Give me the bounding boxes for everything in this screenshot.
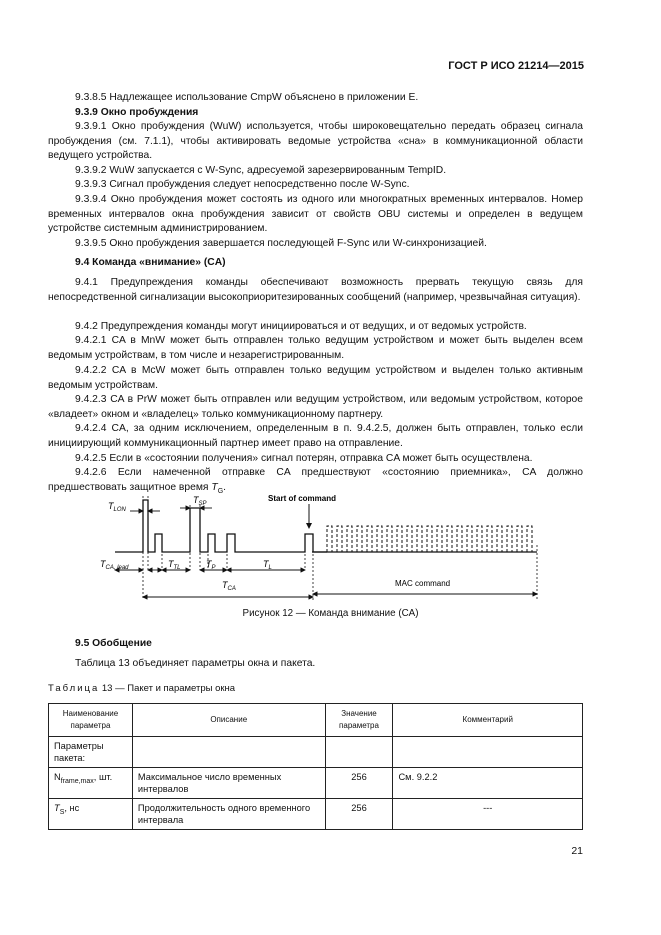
paragraph-9-3-9-4: 9.3.9.4 Окно пробуждения может состоять из одного или многократных временных интервалов. Номер временных интервалов окна пробуждения зависит от свойств OBU системы и определен в ведущем устройстве системным администрированием. [48,194,583,235]
page-number: 21 [571,845,583,857]
cell-name-subscript: S [59,808,65,816]
table-row [49,768,583,799]
paragraph-9-3-9-3: 9.3.9.3 Сигнал пробуждения следует непосредственно после W-Sync. [75,179,410,190]
table-caption-text: 13 — Пакет и параметры окна [101,683,236,694]
header-description: Описание [132,704,325,737]
header-comment: Комментарий [393,704,583,737]
table-header-row [49,704,583,737]
figure-caption: Рисунок 12 — Команда внимание (CA) [242,608,419,619]
table-row [49,737,583,768]
cell-value [325,737,393,768]
paragraph-9-5: Таблица 13 объединяет параметры окна и пакета. [75,658,316,669]
cell-name-unit: , шт. [93,772,113,782]
label-t-ca: $T_{CA}$ [222,580,236,592]
document-code: ГОСТ Р ИСО 21214—2015 [448,60,584,72]
mac-command-pulses [327,526,532,552]
paragraph-9-4-1: 9.4.1 Предупреждения команды обеспечивают возможность прервать текущую связь для непосредственной сигнализации высокоприоритезированных сообщений (например, чрезвычайная ситуация). [48,277,583,303]
label-mac-command: MAC command [395,579,451,588]
marker-lines [143,496,537,600]
cell-name-symbol: N [54,772,61,782]
cell-name-symbol: T [54,803,60,813]
paragraph-9-4-2-1: 9.4.2.1 CA в MnW может быть отправлен только ведущим устройством и может быть выделен всем ведомым устройствам, в том числе и незарегистрированным. [48,335,583,361]
paragraph-9-3-9-5: 9.3.9.5 Окно пробуждения завершается последующей F-Sync или W-синхронизацией. [75,238,487,249]
label-start-of-command: Start of command [268,494,337,503]
signal-waveform [115,500,327,552]
cell-name-unit: , нс [64,803,80,813]
heading-9-5: 9.5 Обобщение [75,638,152,649]
cell-name-subscript: frame,max [60,777,94,785]
paragraph-9-4-2-5: 9.4.2.5 Если в «состоянии получения» сигнал потерян, отправка CA может быть осуществлена. [75,453,533,464]
parameters-table [48,703,583,830]
cell-desc: Продолжительность одного временного интервала [132,799,325,830]
paragraph-end-period: . [223,481,227,493]
paragraph-9-3-9-2: 9.3.9.2 WuW запускается с W-Sync, адресуемой зарезервированным TempID. [75,165,447,176]
cell-comment: См. 9.2.2 [393,768,583,799]
cell-desc [132,737,325,768]
paragraph-9-4-2-6-text: 9.4.2.6 Если намеченной отправке CA предшествуют «состоянию приемника», CA должно предшествовать защитное время [48,467,583,493]
label-t-tl: $T_{TL}$ [168,559,181,571]
table-caption-prefix: Таблица [48,683,100,694]
cell-name: Параметры пакета: [49,737,133,768]
attention-command-timing-diagram [90,487,550,602]
guard-time-subscript: G [217,487,224,495]
paragraph-9-3-9-1: 9.3.9.1 Окно пробуждения (WuW) используется, чтобы широковещательно передать образец сигнала пробуждения (см. 7.1.1), чтобы активировать ведомые устройства «сна» в коммуникационной области ведущего устройства. [48,121,583,162]
cell-desc: Максимальное число временных интервалов [132,768,325,799]
heading-9-4: 9.4 Команда «внимание» (CA) [75,257,226,268]
label-t-p: $T_P$ [206,559,216,571]
cell-name [49,799,133,830]
header-parameter-name: Наименование параметра [49,704,133,737]
table-caption [48,683,235,694]
guard-time-symbol: T [211,481,218,493]
label-t-sp: $T_{SP}$ [193,495,207,507]
label-t-l: $T_L$ [263,559,272,571]
label-t-lon: $T_{LON}$ [108,501,126,513]
cell-value: 256 [325,768,393,799]
paragraph-9-3-8-5: 9.3.8.5 Надлежащее использование CmpW объяснено в приложении E. [75,92,419,103]
paragraph-9-4-2-4: 9.4.2.4 CA, за одним исключением, определенным в п. 9.4.2.5, должен быть отправлен, только если инициирующий коммуникационный партнер имеет право на отправление. [48,423,583,449]
table-row [49,799,583,830]
paragraph-9-4-2-3: 9.4.2.3 CA в PrW может быть отправлен или ведущим устройством, или ведомым устройством, которое «владеет» окном и «владелец» только коммуникационному партнеру. [48,394,583,420]
cell-value: 256 [325,799,393,830]
heading-9-3-9: 9.3.9 Окно пробуждения [75,107,199,118]
header-value: Значение параметра [325,704,393,737]
cell-comment: --- [393,799,583,830]
paragraph-9-4-2-2: 9.4.2.2 CA в McW может быть отправлен только ведущим устройством и выделен только активным ведомым устройствам. [48,365,583,391]
label-t-ca-lead: $T_{CA, lead}$ [100,559,129,571]
cell-comment [393,737,583,768]
paragraph-9-4-2: 9.4.2 Предупреждения команды могут инициироваться и от ведущих, и от ведомых устройств. [75,321,527,332]
cell-name [49,768,133,799]
